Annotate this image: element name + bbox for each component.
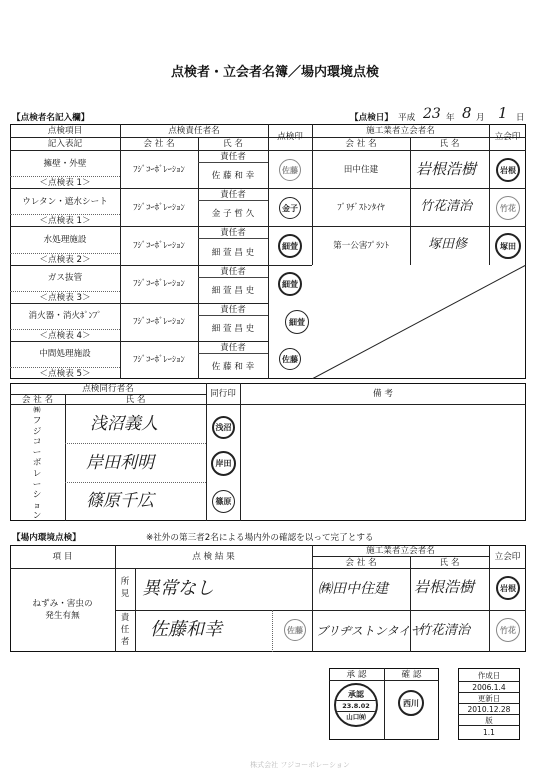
- row2-company: ﾌｼﾞｺｰﾎﾞﾚｰｼｮﾝ: [133, 203, 185, 213]
- row6-name: 佐 藤 和 幸: [211, 362, 255, 372]
- env-header-company: 会 社 名: [345, 558, 377, 568]
- row1-company: ﾌｼﾞｺｰﾎﾞﾚｰｼｮﾝ: [133, 165, 185, 175]
- env-row1-value: 異常なし: [142, 578, 214, 599]
- env-item-line2: 発生有無: [45, 611, 80, 621]
- companion3-seal: 篠原: [212, 490, 235, 513]
- row1-table: ＜点検表 1＞: [39, 178, 91, 188]
- env-header-item: 項 目: [52, 552, 73, 562]
- date-month: 8: [462, 104, 472, 122]
- row2-name: 金 子 哲 久: [211, 209, 255, 219]
- header-comp-seal: 同行印: [210, 389, 236, 399]
- header-comp-company: 会 社 名: [21, 395, 54, 405]
- header-seal: 点検印: [277, 132, 303, 142]
- date-label: 【点検日】: [350, 113, 393, 123]
- row5-seal: 細萱: [285, 310, 309, 334]
- row6-table: ＜点検表 5＞: [39, 369, 91, 379]
- row6-role: 責任者: [220, 343, 246, 353]
- section-label-env: 【場内環境点検】: [12, 533, 81, 543]
- row5-table: ＜点検表 4＞: [39, 331, 91, 341]
- header-company2: 会 社 名: [345, 139, 377, 149]
- row5-name: 細 萱 昌 史: [211, 324, 255, 334]
- row2-seal: 金子: [279, 197, 301, 219]
- header-name: 氏 名: [223, 139, 243, 149]
- updated-label: 更新日: [477, 694, 501, 703]
- date-year: 23: [423, 106, 441, 122]
- env-item-line1: ねずみ・害虫の: [32, 599, 93, 609]
- row3-role: 責任者: [220, 228, 246, 238]
- confirm-label: 確 認: [401, 670, 422, 680]
- approval-stamp: 承認 23.8.02 山口㈲: [334, 683, 378, 727]
- env-row2-label-1: 責: [120, 613, 130, 623]
- header-comp-name: 氏 名: [125, 395, 146, 405]
- updated-date: 2010.12.28: [467, 705, 511, 714]
- row6-seal: 佐藤: [279, 348, 301, 370]
- row3-item: 水処理施設: [43, 235, 87, 245]
- row3-company: ﾌｼﾞｺｰﾎﾞﾚｰｼｮﾝ: [133, 241, 185, 251]
- row4-item: ガス抜管: [47, 273, 83, 283]
- header-responsible: 点検責任者名: [168, 126, 220, 136]
- env-row2-value: 佐藤和幸: [150, 619, 222, 640]
- version-label: 版: [485, 716, 493, 725]
- date-era: 平成: [398, 113, 416, 123]
- env-row2-name: 竹花清治: [418, 623, 471, 638]
- date-year-unit: 年: [446, 113, 455, 123]
- companion2-name: 岸田利明: [86, 453, 154, 473]
- env-header-result: 点 検 結 果: [192, 552, 235, 562]
- row5-company: ﾌｼﾞｺｰﾎﾞﾚｰｼｮﾝ: [133, 317, 185, 327]
- version-value: 1.1: [483, 728, 495, 737]
- section-label-inspectors: 【点検者名記入欄】: [12, 113, 90, 123]
- row2-role: 責任者: [220, 190, 246, 200]
- row3-table: ＜点検表 2＞: [39, 255, 91, 265]
- row1-c-name: 岩根浩樹: [416, 160, 477, 178]
- row1-name: 佐 藤 和 幸: [211, 171, 255, 181]
- header-record: 記入表記: [47, 139, 83, 149]
- date-day-unit: 日: [516, 113, 525, 123]
- row2-c-company: ﾌﾞﾘﾁﾞｽﾄﾝﾀｲﾔ: [337, 203, 385, 213]
- row1-seal: 佐藤: [279, 159, 301, 181]
- env-row1-w-seal: 岩根: [496, 576, 520, 600]
- footer-company: 株式会社 フジコーポレーション: [250, 761, 350, 769]
- companion3-name: 篠原千広: [86, 491, 154, 511]
- env-row1-label-2: 見: [120, 589, 130, 599]
- env-header-name: 氏 名: [439, 558, 460, 568]
- env-note: ※社外の第三者2名による場内外の確認を以って完了とする: [146, 533, 374, 543]
- row2-w-seal: 竹花: [496, 196, 520, 220]
- row1-role: 責任者: [220, 152, 246, 162]
- date-day: 1: [498, 104, 508, 122]
- header-witness-seal: 立会印: [494, 132, 521, 142]
- env-header-contractor: 施工業者立会者名: [366, 546, 435, 556]
- env-row1-label-1: 所: [120, 577, 130, 587]
- row2-c-name: 竹花清治: [420, 199, 473, 214]
- row4-seal: 細萱: [278, 272, 302, 296]
- row4-name: 細 萱 昌 史: [211, 286, 255, 296]
- header-company: 会 社 名: [143, 139, 175, 149]
- row6-item: 中間処理施設: [39, 349, 91, 359]
- header-remarks: 備 考: [373, 389, 393, 399]
- row1-w-seal: 岩根: [496, 158, 520, 182]
- row5-item: 消火器・消火ﾎﾟﾝﾌﾟ: [28, 311, 102, 321]
- created-label: 作成日: [477, 671, 501, 680]
- approve-label: 承 認: [346, 670, 367, 680]
- row4-company: ﾌｼﾞｺｰﾎﾞﾚｰｼｮﾝ: [133, 279, 185, 289]
- env-row1-company: ㈱田中住建: [318, 581, 388, 597]
- row3-name: 細 萱 昌 史: [211, 248, 255, 258]
- row5-role: 責任者: [220, 305, 246, 315]
- header-companions: 点検同行者名: [82, 384, 134, 394]
- date-month-unit: 月: [476, 113, 485, 123]
- env-row2-seal: 佐藤: [284, 619, 306, 641]
- env-row2-label-3: 者: [120, 637, 130, 647]
- env-row1-name: 岩根浩樹: [414, 578, 475, 596]
- row1-c-company: 田中住建: [343, 165, 379, 175]
- env-row2-w-seal: 竹花: [496, 618, 520, 642]
- row4-role: 責任者: [220, 267, 246, 277]
- page-title: 点検者・立会者名簿／場内環境点検: [170, 65, 379, 80]
- row3-w-seal: 塚田: [495, 233, 521, 259]
- row2-item: ウレタン・遮水シート: [22, 197, 108, 207]
- created-date: 2006.1.4: [472, 683, 506, 692]
- companion-company-vertical: ㈱ フ ジ コ ー ボ レ ー シ ョ ン: [32, 406, 42, 522]
- header-item: 点検項目: [47, 126, 83, 136]
- row2-table: ＜点検表 1＞: [39, 216, 91, 226]
- header-contractor: 施工業者立会者名: [366, 126, 435, 136]
- env-header-witness-seal: 立会印: [494, 552, 521, 562]
- row3-c-name: 塚田修: [428, 237, 468, 252]
- row4-table: ＜点検表 3＞: [39, 293, 91, 303]
- header-name2: 氏 名: [439, 139, 460, 149]
- companion1-seal: 浅沼: [212, 416, 235, 439]
- row6-company: ﾌｼﾞｺｰﾎﾞﾚｰｼｮﾝ: [133, 355, 185, 365]
- env-row2-label-2: 任: [120, 625, 130, 635]
- empty-diagonal: [312, 265, 526, 379]
- companion1-name: 浅沼義人: [90, 414, 158, 434]
- row3-seal: 細萱: [278, 234, 302, 258]
- confirm-seal: 西川: [398, 690, 424, 716]
- companion2-seal: 岸田: [211, 451, 236, 476]
- env-row2-company: ブリヂストンタイヤ: [316, 624, 423, 638]
- row1-item: 擁壁・外壁: [43, 159, 87, 169]
- row3-c-company: 第一公害ﾌﾟﾗﾝﾄ: [333, 241, 389, 251]
